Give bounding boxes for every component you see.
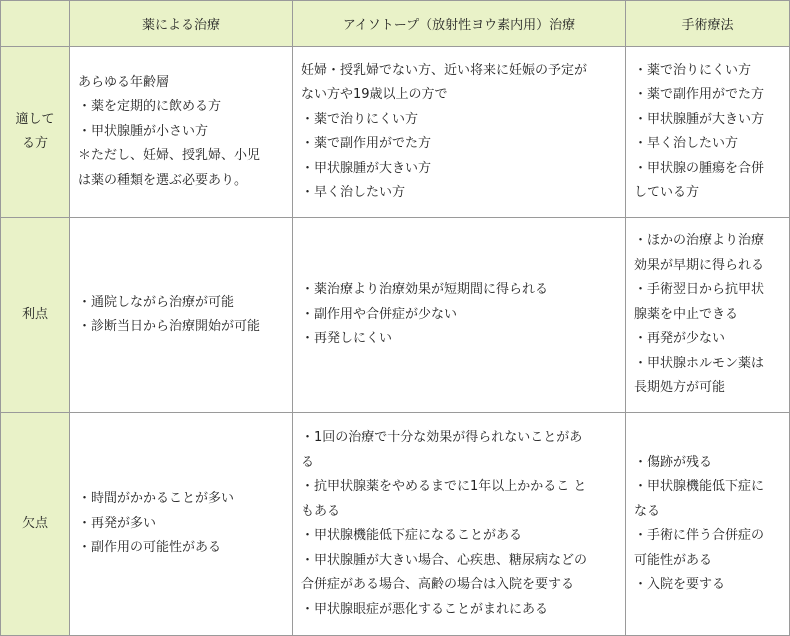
cell-advantages-isotope	[293, 218, 626, 413]
cell-text-line: ・甲状腺機能低下症に	[634, 479, 765, 494]
header-corner	[1, 1, 70, 47]
cell-suitable-isotope	[293, 47, 626, 218]
cell-text-line: ・抗甲状腺薬をやめるまでに1年以上かかるこ と	[301, 479, 587, 494]
cell-text-line: ・甲状腺腫が大きい場合、心疾患、糖尿病などの	[301, 552, 588, 568]
table-row-disadvantages	[1, 413, 790, 636]
header-medication: 薬による治療	[70, 1, 293, 47]
cell-text-line: ない方や19歳以上の方で	[301, 87, 448, 102]
cell-text	[301, 278, 617, 352]
cell-disadvantages-medication	[70, 413, 293, 636]
cell-suitable-surgery	[626, 47, 790, 218]
cell-suitable-medication	[70, 47, 293, 218]
cell-text-line: ・甲状腺眼症が悪化することがまれにある	[301, 601, 549, 617]
cell-text-line: ・再発が多い	[78, 515, 157, 531]
cell-text-line: ・時間がかかることが多い	[78, 491, 235, 507]
cell-text-line: ・甲状腺の腫瘍を合併	[634, 160, 765, 176]
cell-text-line: ・再発しにくい	[301, 331, 393, 347]
cell-text-line: 腺薬を中止できる	[634, 306, 739, 322]
cell-disadvantages-isotope	[293, 413, 626, 636]
cell-advantages-medication	[70, 218, 293, 413]
header-row	[1, 1, 790, 47]
cell-text-line: ・1回の治療で十分な効果が得られないことがあ	[301, 430, 583, 445]
cell-text-line: ・薬を定期的に飲める方	[78, 99, 222, 115]
cell-text	[301, 426, 617, 622]
cell-text-line: ＊ただし、妊婦、授乳婦、小児	[78, 148, 261, 164]
cell-text-line: ・薬で治りにくい方	[301, 111, 419, 127]
cell-text-line: あらゆる年齢層	[78, 74, 170, 90]
row-label-line: 適して	[15, 112, 55, 127]
cell-text-line: ・甲状腺腫が大きい方	[634, 111, 765, 127]
cell-text-line: る	[301, 454, 315, 470]
cell-text-line: は薬の種類を選ぶ必要あり。	[78, 172, 248, 188]
cell-text	[634, 451, 781, 598]
cell-text-line: ・副作用の可能性がある	[78, 540, 222, 556]
cell-text-line: している方	[634, 185, 700, 200]
row-label-disadvantages: 欠点	[1, 413, 70, 636]
row-label-line: る方	[21, 136, 48, 151]
cell-text-line: ・手術翌日から抗甲状	[634, 282, 765, 298]
header-isotope: アイソトープ（放射性ヨウ素内用）治療	[293, 1, 626, 47]
cell-text-line: 妊婦・授乳婦でない方、近い将来に妊娠の予定が	[301, 62, 588, 78]
cell-text-line: ・甲状腺機能低下症になることがある	[301, 528, 523, 543]
table-row-advantages	[1, 218, 790, 413]
row-label-suitable	[1, 47, 70, 218]
cell-text-line: ・早く治したい方	[634, 136, 739, 151]
cell-text-line: ・傷跡が残る	[634, 454, 713, 470]
cell-text-line: ・薬で治りにくい方	[634, 62, 752, 78]
cell-text-line: なる	[634, 503, 661, 519]
cell-advantages-surgery	[626, 218, 790, 413]
cell-text-line: ・診断当日から治療開始が可能	[78, 319, 261, 334]
cell-text-line: 合併症がある場合、高齢の場合は入院を要する	[301, 577, 575, 592]
cell-text	[301, 59, 617, 206]
cell-text-line: ・副作用や合併症が少ない	[301, 306, 458, 322]
cell-text-line: ・薬で副作用がでた方	[634, 87, 765, 102]
cell-text-line: ・甲状腺ホルモン薬は	[634, 355, 765, 371]
cell-text-line: ・甲状腺腫が大きい方	[301, 160, 432, 176]
cell-disadvantages-surgery	[626, 413, 790, 636]
cell-text-line: ・入院を要する	[634, 577, 726, 592]
cell-text-line: ・ほかの治療より治療	[634, 233, 765, 249]
cell-text-line: もある	[301, 503, 341, 519]
cell-text-line: 効果が早期に得られる	[634, 257, 765, 273]
cell-text-line: ・薬で副作用がでた方	[301, 136, 432, 151]
row-label-advantages: 利点	[1, 218, 70, 413]
cell-text-line: ・通院しながら治療が可能	[78, 294, 235, 310]
cell-text-line: ・早く治したい方	[301, 185, 406, 200]
table-row-suitable	[1, 47, 790, 218]
header-surgery: 手術療法	[626, 1, 790, 47]
cell-text	[634, 59, 781, 206]
cell-text	[78, 487, 284, 561]
cell-text	[78, 291, 284, 340]
cell-text-line: ・再発が少ない	[634, 331, 726, 347]
cell-text	[634, 229, 781, 401]
cell-text-line: ・薬治療より治療効果が短期間に得られる	[301, 282, 549, 298]
cell-text	[78, 71, 284, 194]
cell-text-line: ・手術に伴う合併症の	[634, 528, 765, 543]
cell-text-line: ・甲状腺腫が小さい方	[78, 123, 209, 139]
cell-text-line: 可能性がある	[634, 552, 713, 568]
cell-text-line: 長期処方が可能	[634, 380, 726, 396]
